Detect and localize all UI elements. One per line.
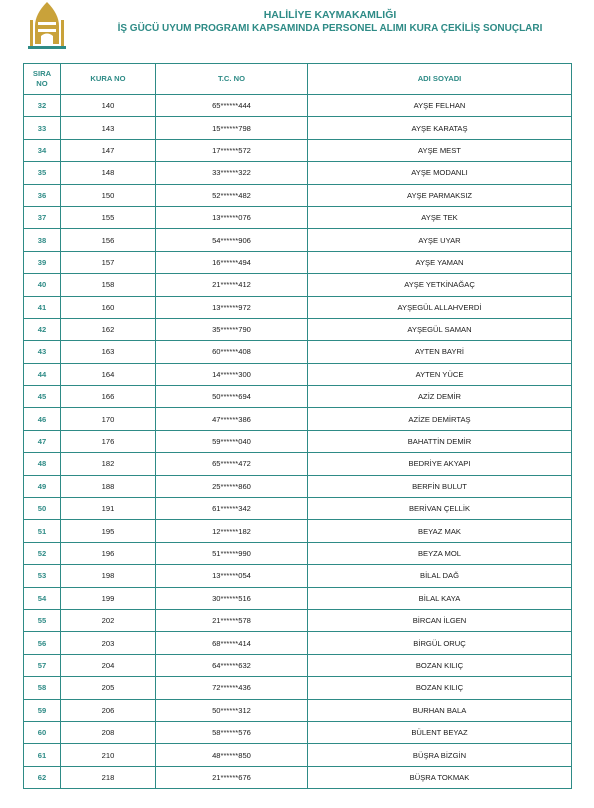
column-header-kura-no: KURA NO <box>61 64 156 95</box>
table-row <box>24 632 572 654</box>
table-row <box>24 117 572 139</box>
cell-tc-no: 14******300 <box>156 363 308 385</box>
cell-kura-no: 203 <box>61 632 156 654</box>
cell-kura-no: 162 <box>61 318 156 340</box>
cell-adi-soyadi: BÜLENT BEYAZ <box>308 721 572 743</box>
table-row <box>24 721 572 743</box>
table-row <box>24 766 572 788</box>
cell-tc-no: 52******482 <box>156 184 308 206</box>
cell-adi-soyadi: BOZAN KILIÇ <box>308 677 572 699</box>
column-header-adi-soyadi: ADI SOYADI <box>308 64 572 95</box>
results-table <box>23 63 572 789</box>
cell-sira-no: 39 <box>24 251 61 273</box>
cell-adi-soyadi: AYŞE TEK <box>308 206 572 228</box>
cell-tc-no: 16******494 <box>156 251 308 273</box>
cell-tc-no: 60******408 <box>156 341 308 363</box>
cell-sira-no: 48 <box>24 453 61 475</box>
cell-kura-no: 143 <box>61 117 156 139</box>
cell-kura-no: 188 <box>61 475 156 497</box>
cell-tc-no: 59******040 <box>156 430 308 452</box>
header-subtitle: İŞ GÜCÜ UYUM PROGRAMI KAPSAMINDA PERSONEL ALIMI KURA ÇEKİLİŞ SONUÇLARI <box>117 23 543 34</box>
table-body <box>24 95 572 789</box>
cell-adi-soyadi: BERFİN BULUT <box>308 475 572 497</box>
cell-tc-no: 54******906 <box>156 229 308 251</box>
cell-kura-no: 210 <box>61 744 156 766</box>
document-header <box>80 8 580 36</box>
cell-sira-no: 40 <box>24 274 61 296</box>
cell-kura-no: 206 <box>61 699 156 721</box>
cell-kura-no: 208 <box>61 721 156 743</box>
table-row <box>24 430 572 452</box>
cell-kura-no: 196 <box>61 542 156 564</box>
table-row <box>24 542 572 564</box>
cell-sira-no: 61 <box>24 744 61 766</box>
table-row <box>24 677 572 699</box>
cell-kura-no: 150 <box>61 184 156 206</box>
cell-adi-soyadi: BÜŞRA BİZGİN <box>308 744 572 766</box>
cell-tc-no: 61******342 <box>156 498 308 520</box>
cell-sira-no: 51 <box>24 520 61 542</box>
cell-sira-no: 45 <box>24 386 61 408</box>
cell-kura-no: 199 <box>61 587 156 609</box>
table-row <box>24 475 572 497</box>
cell-kura-no: 163 <box>61 341 156 363</box>
table-row <box>24 408 572 430</box>
column-header-sira-no: SIRA NO <box>24 64 61 95</box>
cell-adi-soyadi: BİRCAN İLGEN <box>308 609 572 631</box>
cell-tc-no: 58******576 <box>156 721 308 743</box>
header-title: HALİLİYE KAYMAKAMLIĞI <box>263 9 397 21</box>
table-row <box>24 274 572 296</box>
cell-sira-no: 58 <box>24 677 61 699</box>
cell-adi-soyadi: AZİZE DEMİRTAŞ <box>308 408 572 430</box>
cell-tc-no: 15******798 <box>156 117 308 139</box>
cell-kura-no: 157 <box>61 251 156 273</box>
table-row <box>24 318 572 340</box>
table-row <box>24 229 572 251</box>
cell-kura-no: 205 <box>61 677 156 699</box>
cell-tc-no: 65******472 <box>156 453 308 475</box>
table-row <box>24 520 572 542</box>
cell-sira-no: 53 <box>24 565 61 587</box>
cell-sira-no: 36 <box>24 184 61 206</box>
cell-adi-soyadi: AYŞE PARMAKSIZ <box>308 184 572 206</box>
table-row <box>24 654 572 676</box>
cell-sira-no: 34 <box>24 139 61 161</box>
cell-kura-no: 164 <box>61 363 156 385</box>
cell-tc-no: 17******572 <box>156 139 308 161</box>
cell-sira-no: 60 <box>24 721 61 743</box>
cell-tc-no: 21******412 <box>156 274 308 296</box>
cell-adi-soyadi: BEYAZ MAK <box>308 520 572 542</box>
cell-sira-no: 33 <box>24 117 61 139</box>
cell-adi-soyadi: AZİZ DEMİR <box>308 386 572 408</box>
cell-tc-no: 51******990 <box>156 542 308 564</box>
cell-adi-soyadi: BEDRİYE AKYAPI <box>308 453 572 475</box>
cell-sira-no: 54 <box>24 587 61 609</box>
cell-tc-no: 25******860 <box>156 475 308 497</box>
table-row <box>24 744 572 766</box>
cell-kura-no: 204 <box>61 654 156 676</box>
cell-sira-no: 38 <box>24 229 61 251</box>
cell-adi-soyadi: BÜŞRA TOKMAK <box>308 766 572 788</box>
table-row <box>24 341 572 363</box>
table-row <box>24 139 572 161</box>
table-row <box>24 453 572 475</box>
table-row <box>24 162 572 184</box>
cell-sira-no: 47 <box>24 430 61 452</box>
table-row <box>24 587 572 609</box>
table-row <box>24 565 572 587</box>
cell-tc-no: 13******054 <box>156 565 308 587</box>
cell-adi-soyadi: AYŞEGÜL SAMAN <box>308 318 572 340</box>
cell-kura-no: 170 <box>61 408 156 430</box>
cell-kura-no: 155 <box>61 206 156 228</box>
cell-kura-no: 195 <box>61 520 156 542</box>
cell-sira-no: 35 <box>24 162 61 184</box>
cell-tc-no: 21******676 <box>156 766 308 788</box>
cell-adi-soyadi: AYŞE YETKİNAĞAÇ <box>308 274 572 296</box>
cell-sira-no: 46 <box>24 408 61 430</box>
cell-tc-no: 33******322 <box>156 162 308 184</box>
cell-tc-no: 12******182 <box>156 520 308 542</box>
cell-sira-no: 55 <box>24 609 61 631</box>
cell-kura-no: 202 <box>61 609 156 631</box>
cell-sira-no: 32 <box>24 95 61 117</box>
cell-tc-no: 50******694 <box>156 386 308 408</box>
cell-adi-soyadi: BİLAL KAYA <box>308 587 572 609</box>
cell-kura-no: 147 <box>61 139 156 161</box>
table-header-row <box>24 64 572 95</box>
cell-adi-soyadi: AYTEN YÜCE <box>308 363 572 385</box>
cell-adi-soyadi: BEYZA MOL <box>308 542 572 564</box>
cell-kura-no: 198 <box>61 565 156 587</box>
cell-adi-soyadi: AYŞE FELHAN <box>308 95 572 117</box>
cell-sira-no: 57 <box>24 654 61 676</box>
cell-tc-no: 48******850 <box>156 744 308 766</box>
cell-adi-soyadi: AYŞE UYAR <box>308 229 572 251</box>
cell-tc-no: 30******516 <box>156 587 308 609</box>
cell-sira-no: 43 <box>24 341 61 363</box>
cell-adi-soyadi: AYŞE MEST <box>308 139 572 161</box>
table-row <box>24 609 572 631</box>
cell-adi-soyadi: BİRGÜL ORUÇ <box>308 632 572 654</box>
cell-tc-no: 13******972 <box>156 296 308 318</box>
cell-tc-no: 47******386 <box>156 408 308 430</box>
table-row <box>24 498 572 520</box>
cell-sira-no: 50 <box>24 498 61 520</box>
cell-tc-no: 13******076 <box>156 206 308 228</box>
cell-kura-no: 160 <box>61 296 156 318</box>
cell-tc-no: 68******414 <box>156 632 308 654</box>
municipality-logo <box>28 0 66 50</box>
table-row <box>24 184 572 206</box>
table-row <box>24 251 572 273</box>
cell-kura-no: 166 <box>61 386 156 408</box>
cell-kura-no: 182 <box>61 453 156 475</box>
cell-sira-no: 49 <box>24 475 61 497</box>
cell-sira-no: 44 <box>24 363 61 385</box>
cell-sira-no: 42 <box>24 318 61 340</box>
cell-sira-no: 41 <box>24 296 61 318</box>
cell-tc-no: 50******312 <box>156 699 308 721</box>
table-row <box>24 363 572 385</box>
cell-kura-no: 218 <box>61 766 156 788</box>
table-row <box>24 95 572 117</box>
cell-adi-soyadi: AYŞE YAMAN <box>308 251 572 273</box>
cell-kura-no: 158 <box>61 274 156 296</box>
table-row <box>24 699 572 721</box>
cell-adi-soyadi: AYŞE KARATAŞ <box>308 117 572 139</box>
cell-adi-soyadi: BURHAN BALA <box>308 699 572 721</box>
cell-adi-soyadi: BİLAL DAĞ <box>308 565 572 587</box>
cell-tc-no: 35******790 <box>156 318 308 340</box>
cell-kura-no: 191 <box>61 498 156 520</box>
cell-tc-no: 21******578 <box>156 609 308 631</box>
cell-sira-no: 52 <box>24 542 61 564</box>
cell-adi-soyadi: BOZAN KILIÇ <box>308 654 572 676</box>
table-row <box>24 206 572 228</box>
cell-kura-no: 148 <box>61 162 156 184</box>
table-row <box>24 296 572 318</box>
cell-adi-soyadi: AYTEN BAYRİ <box>308 341 572 363</box>
table-row <box>24 386 572 408</box>
cell-adi-soyadi: BAHATTİN DEMİR <box>308 430 572 452</box>
cell-kura-no: 176 <box>61 430 156 452</box>
cell-tc-no: 65******444 <box>156 95 308 117</box>
cell-kura-no: 156 <box>61 229 156 251</box>
cell-kura-no: 140 <box>61 95 156 117</box>
cell-sira-no: 56 <box>24 632 61 654</box>
column-header-tc-no: T.C. NO <box>156 64 308 95</box>
cell-adi-soyadi: BERİVAN ÇELLİK <box>308 498 572 520</box>
cell-tc-no: 72******436 <box>156 677 308 699</box>
cell-adi-soyadi: AYŞEGÜL ALLAHVERDİ <box>308 296 572 318</box>
cell-adi-soyadi: AYŞE MODANLI <box>308 162 572 184</box>
cell-tc-no: 64******632 <box>156 654 308 676</box>
cell-sira-no: 59 <box>24 699 61 721</box>
cell-sira-no: 62 <box>24 766 61 788</box>
cell-sira-no: 37 <box>24 206 61 228</box>
